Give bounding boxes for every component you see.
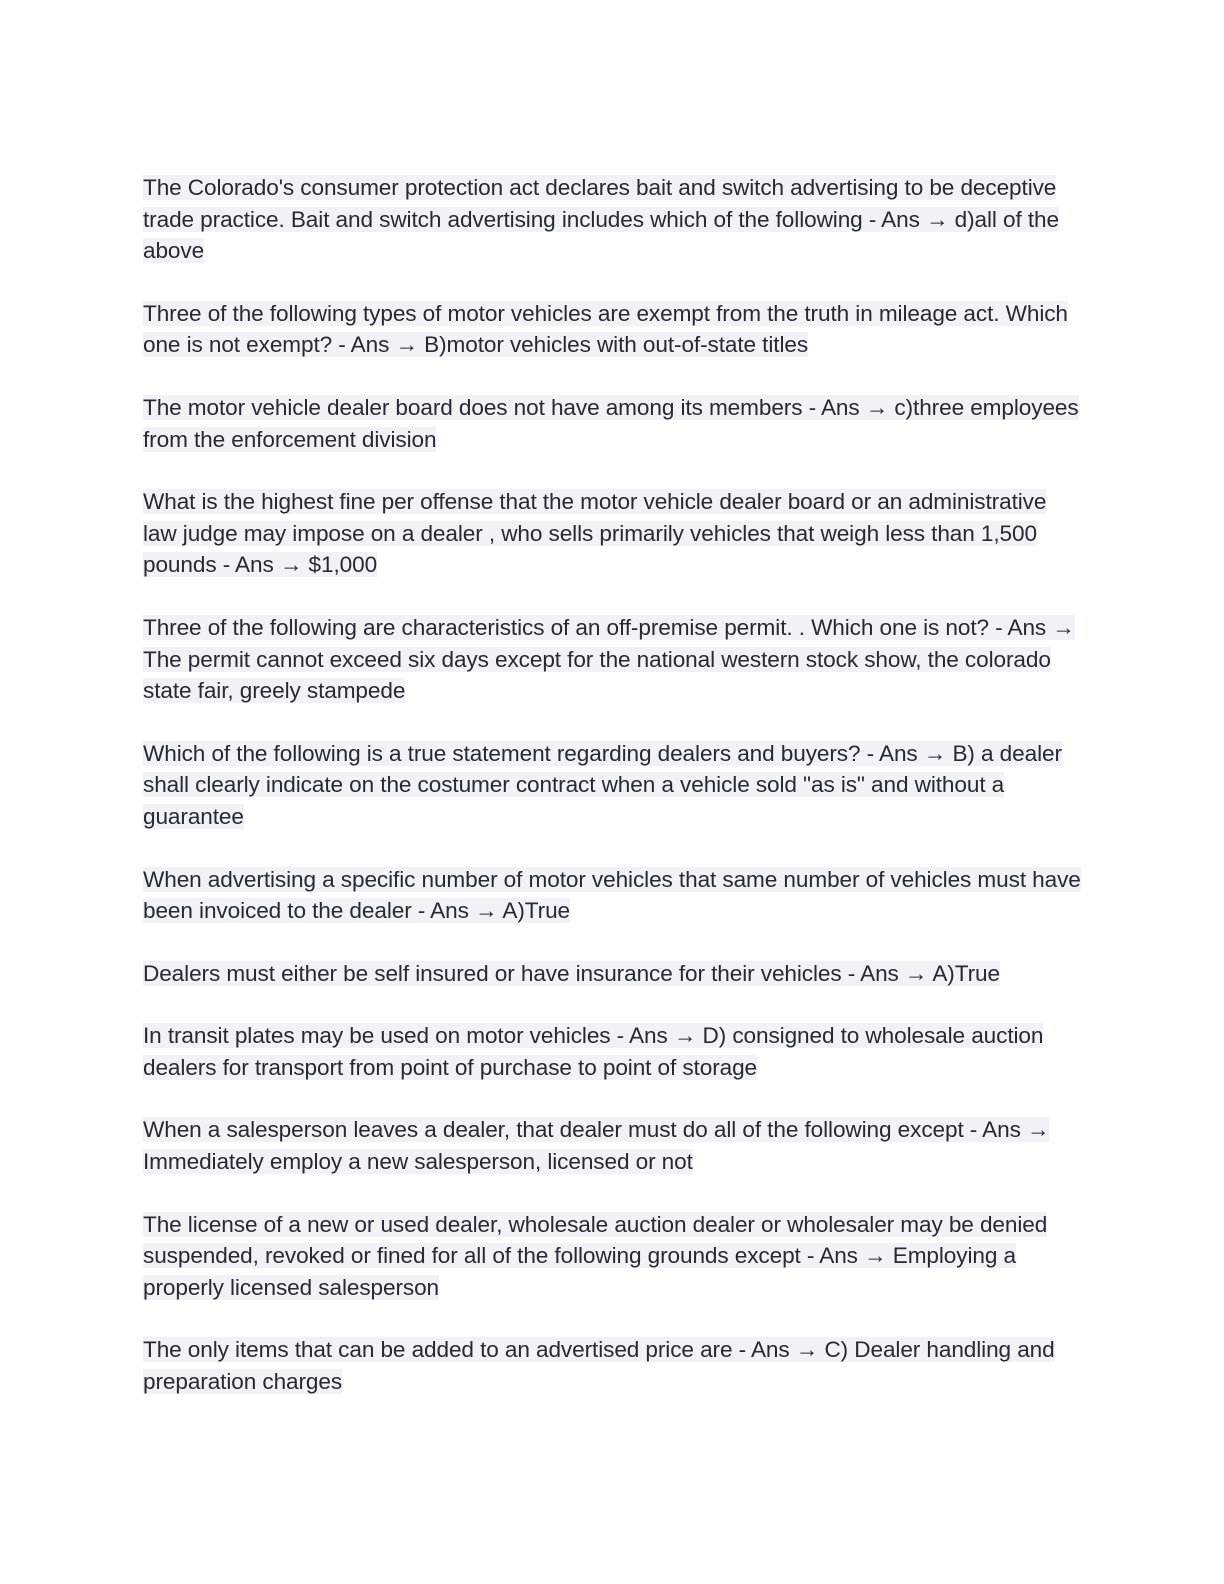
qa-item-1 <box>143 172 1083 267</box>
qa-text: What is the highest fine per offense that the motor vehicle dealer board or an administrative law judge may impose on a dealer , who sells primarily vehicles that weigh less than 1,500 pounds - Ans → $1,000 <box>143 489 1047 578</box>
qa-text: Three of the following types of motor vehicles are exempt from the truth in mileage act. Which one is not exempt? - Ans → B)motor vehicles with out-of-state titles <box>143 300 1068 358</box>
qa-item-11 <box>143 1209 1083 1304</box>
qa-text: The motor vehicle dealer board does not have among its members - Ans → c)three employees from the enforcement division <box>143 394 1079 452</box>
qa-text: The only items that can be added to an advertised price are - Ans → C) Dealer handling and preparation charges <box>143 1337 1055 1395</box>
qa-item-7 <box>143 864 1083 927</box>
qa-text: In transit plates may be used on motor vehicles - Ans → D) consigned to wholesale auction dealers for transport from point of purchase to point of storage <box>143 1023 1044 1080</box>
qa-item-8 <box>143 958 1083 990</box>
qa-text: Three of the following are characteristics of an off-premise permit. . Which one is not? - Ans → The permit cannot exceed six days except for the national western stock show, the colorado state fair, greely stampede <box>143 614 1075 704</box>
qa-item-3 <box>143 392 1083 455</box>
qa-item-12 <box>143 1334 1083 1397</box>
qa-text: When advertising a specific number of motor vehicles that same number of vehicles must have been invoiced to the dealer - Ans → A)True <box>143 866 1081 924</box>
qa-item-2 <box>143 298 1083 361</box>
qa-item-5 <box>143 612 1083 707</box>
qa-text: When a salesperson leaves a dealer, that dealer must do all of the following except - Ans → Immediately employ a new salesperson, licensed or not <box>143 1117 1050 1175</box>
qa-item-10 <box>143 1114 1083 1177</box>
qa-item-9 <box>143 1020 1083 1083</box>
qa-list <box>143 172 1083 1429</box>
qa-text: The license of a new or used dealer, wholesale auction dealer or wholesaler may be denied suspended, revoked or fined for all of the following grounds except - Ans → Employing a properly licensed salesperson <box>143 1211 1048 1300</box>
qa-text: Dealers must either be self insured or have insurance for their vehicles - Ans → A)True <box>143 960 1000 986</box>
qa-text: Which of the following is a true statement regarding dealers and buyers? - Ans → B) a dealer shall clearly indicate on the costumer contract when a vehicle sold "as is" and without a guarantee <box>143 740 1062 829</box>
qa-item-4 <box>143 486 1083 581</box>
qa-text: The Colorado's consumer protection act declares bait and switch advertising to be deceptive trade practice. Bait and switch advertising includes which of the following - Ans → d)all of the above <box>143 175 1059 264</box>
qa-item-6 <box>143 738 1083 833</box>
